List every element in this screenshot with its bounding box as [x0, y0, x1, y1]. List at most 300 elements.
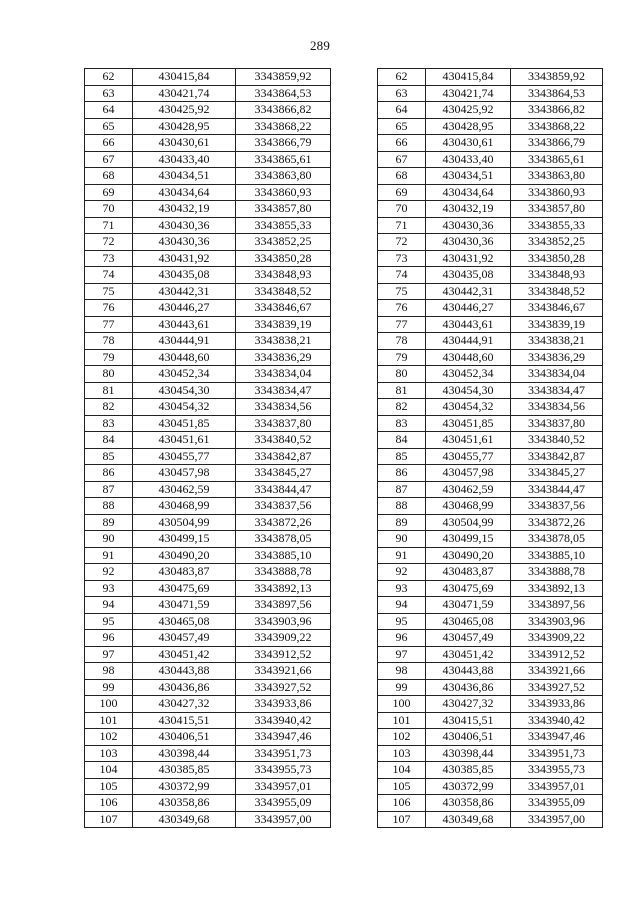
x-coordinate-cell: 430443,61	[133, 316, 236, 333]
x-coordinate-cell: 430415,51	[133, 712, 236, 729]
table-row	[378, 580, 603, 597]
x-coordinate-cell: 430415,84	[133, 69, 236, 86]
x-coordinate-cell: 430455,77	[426, 448, 511, 465]
x-coordinate-cell: 430448,60	[426, 349, 511, 366]
x-coordinate-cell: 430358,86	[133, 795, 236, 812]
y-coordinate-cell: 3343850,28	[511, 250, 603, 267]
point-number-cell: 102	[85, 729, 133, 746]
x-coordinate-cell: 430432,19	[426, 201, 511, 218]
table-row	[85, 613, 331, 630]
x-coordinate-cell: 430457,49	[426, 630, 511, 647]
table-row	[378, 745, 603, 762]
x-coordinate-cell: 430504,99	[133, 514, 236, 531]
table-row	[85, 646, 331, 663]
point-number-cell: 98	[85, 663, 133, 680]
point-number-cell: 80	[85, 366, 133, 383]
x-coordinate-cell: 430406,51	[133, 729, 236, 746]
x-coordinate-cell: 430465,08	[133, 613, 236, 630]
y-coordinate-cell: 3343947,46	[511, 729, 603, 746]
table-row	[378, 696, 603, 713]
y-coordinate-cell: 3343850,28	[236, 250, 331, 267]
x-coordinate-cell: 430443,61	[426, 316, 511, 333]
table-row	[85, 267, 331, 284]
point-number-cell: 96	[378, 630, 426, 647]
point-number-cell: 99	[85, 679, 133, 696]
table-row	[378, 300, 603, 317]
y-coordinate-cell: 3343834,56	[511, 399, 603, 416]
point-number-cell: 77	[378, 316, 426, 333]
x-coordinate-cell: 430443,88	[426, 663, 511, 680]
point-number-cell: 95	[85, 613, 133, 630]
y-coordinate-cell: 3343951,73	[236, 745, 331, 762]
table-row	[85, 234, 331, 251]
table-row	[378, 151, 603, 168]
point-number-cell: 72	[378, 234, 426, 251]
y-coordinate-cell: 3343885,10	[236, 547, 331, 564]
x-coordinate-cell: 430434,64	[426, 184, 511, 201]
y-coordinate-cell: 3343866,79	[511, 135, 603, 152]
x-coordinate-cell: 430457,49	[133, 630, 236, 647]
y-coordinate-cell: 3343927,52	[236, 679, 331, 696]
y-coordinate-cell: 3343865,61	[236, 151, 331, 168]
x-coordinate-cell: 430465,08	[426, 613, 511, 630]
point-number-cell: 63	[378, 85, 426, 102]
point-number-cell: 102	[378, 729, 426, 746]
point-number-cell: 95	[378, 613, 426, 630]
table-row	[85, 630, 331, 647]
table-row	[378, 531, 603, 548]
point-number-cell: 97	[378, 646, 426, 663]
y-coordinate-cell: 3343866,82	[511, 102, 603, 119]
x-coordinate-cell: 430468,99	[426, 498, 511, 515]
x-coordinate-cell: 430398,44	[133, 745, 236, 762]
table-row	[85, 333, 331, 350]
y-coordinate-cell: 3343933,86	[236, 696, 331, 713]
point-number-cell: 63	[85, 85, 133, 102]
table-row	[378, 201, 603, 218]
point-number-cell: 90	[378, 531, 426, 548]
x-coordinate-cell: 430504,99	[426, 514, 511, 531]
coordinates-table-right	[377, 68, 603, 828]
y-coordinate-cell: 3343846,67	[511, 300, 603, 317]
table-row	[85, 85, 331, 102]
coordinates-table-left-body	[85, 69, 331, 828]
point-number-cell: 105	[378, 778, 426, 795]
point-number-cell: 82	[378, 399, 426, 416]
table-row	[378, 514, 603, 531]
y-coordinate-cell: 3343837,80	[511, 415, 603, 432]
y-coordinate-cell: 3343845,27	[511, 465, 603, 482]
y-coordinate-cell: 3343838,21	[511, 333, 603, 350]
point-number-cell: 97	[85, 646, 133, 663]
table-row	[378, 366, 603, 383]
x-coordinate-cell: 430432,19	[133, 201, 236, 218]
y-coordinate-cell: 3343957,01	[236, 778, 331, 795]
point-number-cell: 88	[85, 498, 133, 515]
x-coordinate-cell: 430442,31	[133, 283, 236, 300]
y-coordinate-cell: 3343834,56	[236, 399, 331, 416]
x-coordinate-cell: 430425,92	[133, 102, 236, 119]
y-coordinate-cell: 3343834,04	[511, 366, 603, 383]
point-number-cell: 89	[85, 514, 133, 531]
point-number-cell: 79	[378, 349, 426, 366]
y-coordinate-cell: 3343868,22	[236, 118, 331, 135]
x-coordinate-cell: 430454,32	[426, 399, 511, 416]
x-coordinate-cell: 430430,36	[426, 217, 511, 234]
y-coordinate-cell: 3343872,26	[236, 514, 331, 531]
x-coordinate-cell: 430425,92	[426, 102, 511, 119]
y-coordinate-cell: 3343903,96	[236, 613, 331, 630]
table-row	[85, 300, 331, 317]
x-coordinate-cell: 430452,34	[133, 366, 236, 383]
y-coordinate-cell: 3343878,05	[511, 531, 603, 548]
point-number-cell: 62	[378, 69, 426, 86]
x-coordinate-cell: 430430,61	[426, 135, 511, 152]
point-number-cell: 71	[85, 217, 133, 234]
table-row	[378, 811, 603, 828]
point-number-cell: 89	[378, 514, 426, 531]
point-number-cell: 81	[378, 382, 426, 399]
x-coordinate-cell: 430436,86	[426, 679, 511, 696]
point-number-cell: 98	[378, 663, 426, 680]
point-number-cell: 84	[378, 432, 426, 449]
table-row	[378, 795, 603, 812]
y-coordinate-cell: 3343868,22	[511, 118, 603, 135]
y-coordinate-cell: 3343860,93	[511, 184, 603, 201]
x-coordinate-cell: 430457,98	[133, 465, 236, 482]
table-row	[378, 448, 603, 465]
table-row	[85, 531, 331, 548]
point-number-cell: 105	[85, 778, 133, 795]
table-row	[85, 498, 331, 515]
y-coordinate-cell: 3343892,13	[511, 580, 603, 597]
y-coordinate-cell: 3343864,53	[236, 85, 331, 102]
table-row	[85, 399, 331, 416]
coordinates-table-left	[84, 68, 331, 828]
point-number-cell: 67	[378, 151, 426, 168]
y-coordinate-cell: 3343848,52	[511, 283, 603, 300]
y-coordinate-cell: 3343836,29	[511, 349, 603, 366]
table-row	[85, 597, 331, 614]
table-row	[85, 283, 331, 300]
point-number-cell: 77	[85, 316, 133, 333]
x-coordinate-cell: 430455,77	[133, 448, 236, 465]
x-coordinate-cell: 430452,34	[426, 366, 511, 383]
y-coordinate-cell: 3343840,52	[236, 432, 331, 449]
x-coordinate-cell: 430443,88	[133, 663, 236, 680]
x-coordinate-cell: 430430,36	[133, 234, 236, 251]
table-row	[378, 85, 603, 102]
point-number-cell: 79	[85, 349, 133, 366]
table-row	[378, 118, 603, 135]
table-row	[378, 762, 603, 779]
x-coordinate-cell: 430451,61	[426, 432, 511, 449]
point-number-cell: 65	[378, 118, 426, 135]
x-coordinate-cell: 430430,61	[133, 135, 236, 152]
x-coordinate-cell: 430398,44	[426, 745, 511, 762]
y-coordinate-cell: 3343957,01	[511, 778, 603, 795]
table-row	[378, 382, 603, 399]
point-number-cell: 93	[378, 580, 426, 597]
coordinates-table-right-body	[378, 69, 603, 828]
y-coordinate-cell: 3343855,33	[236, 217, 331, 234]
y-coordinate-cell: 3343863,80	[236, 168, 331, 185]
point-number-cell: 83	[378, 415, 426, 432]
table-row	[85, 481, 331, 498]
y-coordinate-cell: 3343857,80	[236, 201, 331, 218]
point-number-cell: 87	[378, 481, 426, 498]
table-row	[378, 564, 603, 581]
y-coordinate-cell: 3343865,61	[511, 151, 603, 168]
x-coordinate-cell: 430435,08	[133, 267, 236, 284]
table-row	[85, 102, 331, 119]
point-number-cell: 99	[378, 679, 426, 696]
page-number: 289	[309, 38, 331, 53]
table-row	[85, 448, 331, 465]
table-row	[85, 663, 331, 680]
table-row	[85, 564, 331, 581]
y-coordinate-cell: 3343955,09	[511, 795, 603, 812]
point-number-cell: 94	[85, 597, 133, 614]
x-coordinate-cell: 430434,51	[133, 168, 236, 185]
y-coordinate-cell: 3343848,52	[236, 283, 331, 300]
table-row	[85, 201, 331, 218]
x-coordinate-cell: 430430,36	[133, 217, 236, 234]
y-coordinate-cell: 3343852,25	[511, 234, 603, 251]
table-row	[85, 811, 331, 828]
y-coordinate-cell: 3343866,79	[236, 135, 331, 152]
point-number-cell: 88	[378, 498, 426, 515]
x-coordinate-cell: 430434,64	[133, 184, 236, 201]
y-coordinate-cell: 3343842,87	[236, 448, 331, 465]
y-coordinate-cell: 3343955,73	[511, 762, 603, 779]
y-coordinate-cell: 3343927,52	[511, 679, 603, 696]
table-row	[378, 184, 603, 201]
point-number-cell: 103	[378, 745, 426, 762]
x-coordinate-cell: 430448,60	[133, 349, 236, 366]
y-coordinate-cell: 3343845,27	[236, 465, 331, 482]
y-coordinate-cell: 3343912,52	[236, 646, 331, 663]
y-coordinate-cell: 3343844,47	[511, 481, 603, 498]
x-coordinate-cell: 430421,74	[426, 85, 511, 102]
point-number-cell: 69	[85, 184, 133, 201]
x-coordinate-cell: 430468,99	[133, 498, 236, 515]
x-coordinate-cell: 430427,32	[133, 696, 236, 713]
point-number-cell: 67	[85, 151, 133, 168]
y-coordinate-cell: 3343955,73	[236, 762, 331, 779]
x-coordinate-cell: 430499,15	[426, 531, 511, 548]
point-number-cell: 71	[378, 217, 426, 234]
table-row	[85, 712, 331, 729]
table-row	[378, 102, 603, 119]
x-coordinate-cell: 430471,59	[133, 597, 236, 614]
x-coordinate-cell: 430349,68	[426, 811, 511, 828]
table-row	[378, 729, 603, 746]
y-coordinate-cell: 3343921,66	[236, 663, 331, 680]
table-row	[85, 745, 331, 762]
table-row	[378, 399, 603, 416]
table-row	[378, 597, 603, 614]
y-coordinate-cell: 3343878,05	[236, 531, 331, 548]
y-coordinate-cell: 3343855,33	[511, 217, 603, 234]
table-row	[85, 250, 331, 267]
point-number-cell: 90	[85, 531, 133, 548]
table-row	[85, 349, 331, 366]
table-row	[378, 267, 603, 284]
table-row	[85, 69, 331, 86]
x-coordinate-cell: 430471,59	[426, 597, 511, 614]
y-coordinate-cell: 3343837,56	[236, 498, 331, 515]
table-row	[378, 250, 603, 267]
x-coordinate-cell: 430385,85	[426, 762, 511, 779]
x-coordinate-cell: 430406,51	[426, 729, 511, 746]
y-coordinate-cell: 3343848,93	[511, 267, 603, 284]
point-number-cell: 104	[378, 762, 426, 779]
table-row	[85, 316, 331, 333]
point-number-cell: 74	[378, 267, 426, 284]
table-row	[85, 795, 331, 812]
point-number-cell: 68	[85, 168, 133, 185]
x-coordinate-cell: 430451,85	[426, 415, 511, 432]
table-row	[85, 679, 331, 696]
table-row	[378, 663, 603, 680]
x-coordinate-cell: 430457,98	[426, 465, 511, 482]
y-coordinate-cell: 3343872,26	[511, 514, 603, 531]
point-number-cell: 62	[85, 69, 133, 86]
x-coordinate-cell: 430431,92	[133, 250, 236, 267]
y-coordinate-cell: 3343844,47	[236, 481, 331, 498]
point-number-cell: 86	[378, 465, 426, 482]
table-row	[85, 465, 331, 482]
y-coordinate-cell: 3343951,73	[511, 745, 603, 762]
point-number-cell: 84	[85, 432, 133, 449]
y-coordinate-cell: 3343852,25	[236, 234, 331, 251]
y-coordinate-cell: 3343857,80	[511, 201, 603, 218]
x-coordinate-cell: 430451,42	[426, 646, 511, 663]
x-coordinate-cell: 430490,20	[426, 547, 511, 564]
point-number-cell: 87	[85, 481, 133, 498]
table-row	[378, 349, 603, 366]
y-coordinate-cell: 3343940,42	[236, 712, 331, 729]
y-coordinate-cell: 3343859,92	[511, 69, 603, 86]
table-row	[85, 762, 331, 779]
x-coordinate-cell: 430372,99	[426, 778, 511, 795]
x-coordinate-cell: 430451,61	[133, 432, 236, 449]
y-coordinate-cell: 3343838,21	[236, 333, 331, 350]
table-row	[378, 778, 603, 795]
y-coordinate-cell: 3343947,46	[236, 729, 331, 746]
x-coordinate-cell: 430385,85	[133, 762, 236, 779]
y-coordinate-cell: 3343957,00	[511, 811, 603, 828]
point-number-cell: 75	[378, 283, 426, 300]
point-number-cell: 66	[85, 135, 133, 152]
x-coordinate-cell: 430483,87	[133, 564, 236, 581]
y-coordinate-cell: 3343837,56	[511, 498, 603, 515]
x-coordinate-cell: 430433,40	[426, 151, 511, 168]
table-row	[378, 316, 603, 333]
table-row	[378, 217, 603, 234]
point-number-cell: 92	[85, 564, 133, 581]
y-coordinate-cell: 3343839,19	[236, 316, 331, 333]
y-coordinate-cell: 3343848,93	[236, 267, 331, 284]
table-row	[85, 135, 331, 152]
point-number-cell: 64	[85, 102, 133, 119]
table-row	[378, 498, 603, 515]
point-number-cell: 80	[378, 366, 426, 383]
y-coordinate-cell: 3343888,78	[511, 564, 603, 581]
x-coordinate-cell: 430421,74	[133, 85, 236, 102]
x-coordinate-cell: 430372,99	[133, 778, 236, 795]
table-row	[378, 415, 603, 432]
x-coordinate-cell: 430462,59	[426, 481, 511, 498]
table-row	[85, 184, 331, 201]
table-row	[85, 217, 331, 234]
table-row	[85, 415, 331, 432]
table-row	[85, 696, 331, 713]
point-number-cell: 103	[85, 745, 133, 762]
x-coordinate-cell: 430451,42	[133, 646, 236, 663]
point-number-cell: 92	[378, 564, 426, 581]
point-number-cell: 91	[85, 547, 133, 564]
x-coordinate-cell: 430431,92	[426, 250, 511, 267]
x-coordinate-cell: 430415,84	[426, 69, 511, 86]
y-coordinate-cell: 3343897,56	[511, 597, 603, 614]
table-row	[378, 547, 603, 564]
table-row	[378, 333, 603, 350]
y-coordinate-cell: 3343839,19	[511, 316, 603, 333]
y-coordinate-cell: 3343912,52	[511, 646, 603, 663]
y-coordinate-cell: 3343885,10	[511, 547, 603, 564]
table-row	[85, 547, 331, 564]
point-number-cell: 101	[85, 712, 133, 729]
x-coordinate-cell: 430349,68	[133, 811, 236, 828]
table-row	[378, 234, 603, 251]
y-coordinate-cell: 3343933,86	[511, 696, 603, 713]
x-coordinate-cell: 430435,08	[426, 267, 511, 284]
x-coordinate-cell: 430427,32	[426, 696, 511, 713]
table-row	[85, 580, 331, 597]
table-row	[378, 69, 603, 86]
point-number-cell: 74	[85, 267, 133, 284]
table-row	[378, 465, 603, 482]
y-coordinate-cell: 3343863,80	[511, 168, 603, 185]
point-number-cell: 64	[378, 102, 426, 119]
x-coordinate-cell: 430446,27	[133, 300, 236, 317]
point-number-cell: 107	[378, 811, 426, 828]
x-coordinate-cell: 430433,40	[133, 151, 236, 168]
point-number-cell: 85	[85, 448, 133, 465]
x-coordinate-cell: 430462,59	[133, 481, 236, 498]
x-coordinate-cell: 430446,27	[426, 300, 511, 317]
y-coordinate-cell: 3343909,22	[511, 630, 603, 647]
point-number-cell: 93	[85, 580, 133, 597]
point-number-cell: 70	[85, 201, 133, 218]
table-row	[85, 366, 331, 383]
point-number-cell: 85	[378, 448, 426, 465]
point-number-cell: 86	[85, 465, 133, 482]
point-number-cell: 73	[378, 250, 426, 267]
point-number-cell: 66	[378, 135, 426, 152]
point-number-cell: 65	[85, 118, 133, 135]
point-number-cell: 94	[378, 597, 426, 614]
x-coordinate-cell: 430442,31	[426, 283, 511, 300]
table-row	[378, 630, 603, 647]
x-coordinate-cell: 430436,86	[133, 679, 236, 696]
y-coordinate-cell: 3343866,82	[236, 102, 331, 119]
point-number-cell: 91	[378, 547, 426, 564]
y-coordinate-cell: 3343842,87	[511, 448, 603, 465]
y-coordinate-cell: 3343892,13	[236, 580, 331, 597]
